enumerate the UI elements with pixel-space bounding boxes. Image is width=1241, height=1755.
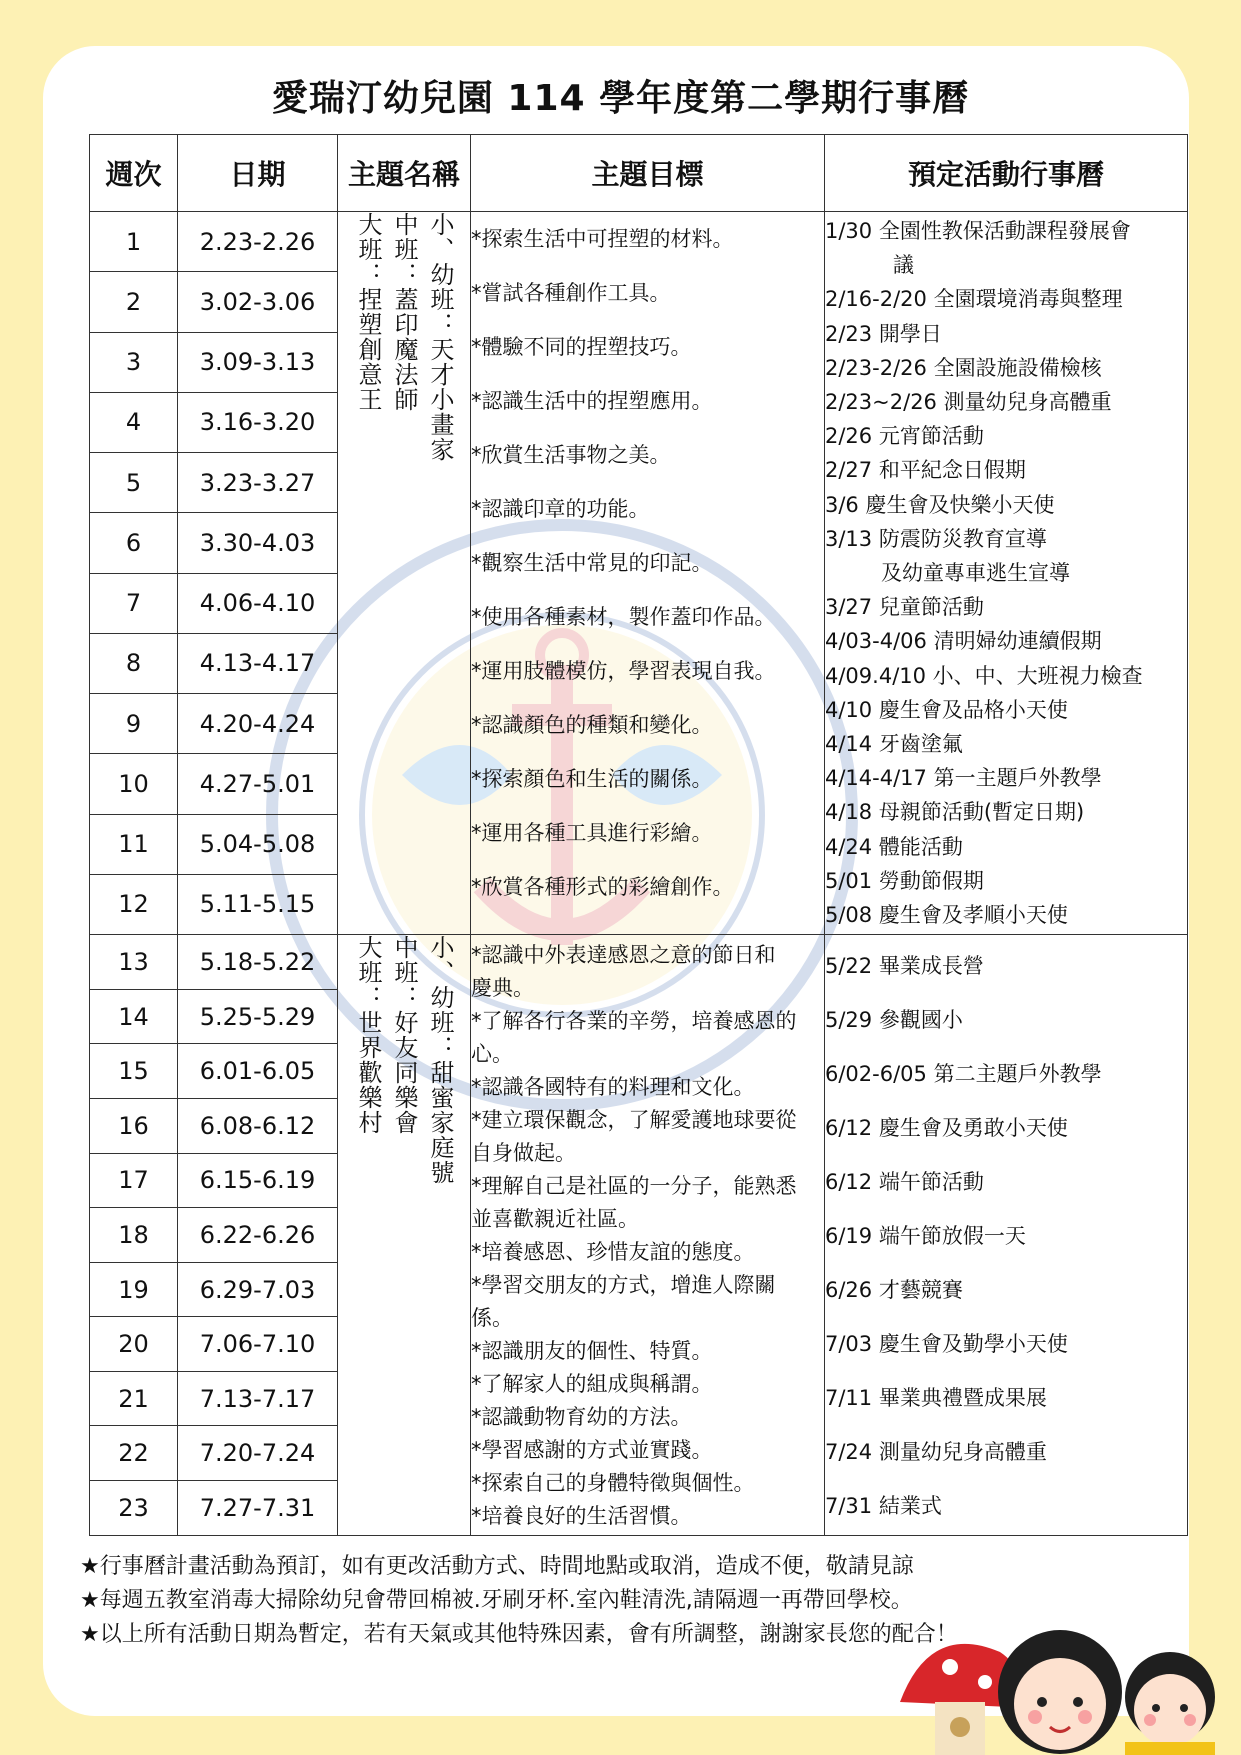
- goal-line: *了解家人的組成與稱謂。: [471, 1372, 713, 1397]
- theme-names: [338, 935, 470, 1185]
- week-cell: 8: [90, 633, 178, 693]
- week-cell: 13: [90, 935, 178, 990]
- goal-line: *認識朋友的個性、特質。: [471, 1339, 713, 1364]
- date-cell: 7.13-7.17: [178, 1371, 338, 1426]
- activity-line: 3/13 防震防災教育宣導: [825, 526, 1047, 551]
- activity-line: 4/18 母親節活動(暫定日期): [825, 800, 1085, 825]
- header-activities: 預定活動行事曆: [825, 135, 1188, 212]
- goal-line: 自身做起。: [471, 1141, 576, 1166]
- date-cell: 7.06-7.10: [178, 1317, 338, 1372]
- goal-line: *欣賞各種形式的彩繪創作。: [471, 875, 734, 899]
- theme-name: 中班：蓋印魔法師: [390, 212, 418, 412]
- week-cell: 23: [90, 1481, 178, 1536]
- date-cell: 6.15-6.19: [178, 1153, 338, 1208]
- activity-line: 4/14 牙齒塗氟: [825, 732, 963, 757]
- goal-line: *了解各行各業的辛勞，培養感恩的: [471, 1009, 797, 1034]
- header-date: 日期: [178, 135, 338, 212]
- activity-line: 5/29 參觀國小: [825, 1008, 963, 1033]
- calendar-table: [89, 134, 1188, 1536]
- goal-line: *運用肢體模仿，學習表現自我。: [471, 659, 776, 683]
- activity-line: 7/24 測量幼兒身高體重: [825, 1440, 1047, 1465]
- note-3: ★以上所有活動日期為暫定，若有天氣或其他特殊因素，會有所調整，謝謝家長您的配合！: [80, 1622, 958, 1647]
- table-row: [90, 935, 1188, 990]
- date-cell: 3.16-3.20: [178, 392, 338, 452]
- activity-line: 4/24 體能活動: [825, 834, 963, 859]
- week-cell: 9: [90, 694, 178, 754]
- week-cell: 11: [90, 814, 178, 874]
- theme-cell: [338, 212, 471, 935]
- date-cell: 7.27-7.31: [178, 1481, 338, 1536]
- goal-line: *使用各種素材，製作蓋印作品。: [471, 605, 776, 629]
- date-cell: 5.25-5.29: [178, 989, 338, 1044]
- kids-mushroom-illustration: [890, 1612, 1220, 1755]
- week-cell: 2: [90, 272, 178, 332]
- week-cell: 22: [90, 1426, 178, 1481]
- date-cell: 2.23-2.26: [178, 212, 338, 272]
- week-cell: 6: [90, 513, 178, 573]
- activity-line: 4/10 慶生會及品格小天使: [825, 697, 1068, 722]
- goal-line: *欣賞生活事物之美。: [471, 443, 671, 467]
- week-cell: 4: [90, 392, 178, 452]
- goal-line: 係。: [471, 1306, 513, 1331]
- header-theme: 主題名稱: [338, 135, 471, 212]
- activity-line: 議: [893, 253, 914, 278]
- header-goals: 主題目標: [471, 135, 825, 212]
- activity-line: 7/31 結業式: [825, 1494, 942, 1519]
- theme-name: 中班：好友同樂會: [390, 935, 418, 1136]
- date-cell: 6.22-6.26: [178, 1208, 338, 1263]
- week-cell: 15: [90, 1044, 178, 1099]
- theme-name: 小、幼班：甜蜜家庭號: [426, 935, 454, 1186]
- date-cell: 3.09-3.13: [178, 332, 338, 392]
- goal-line: *探索生活中可捏塑的材料。: [471, 227, 734, 251]
- calendar-body: [90, 212, 1188, 1536]
- activity-line: 6/19 端午節放假一天: [825, 1224, 1026, 1249]
- activities-cell: [825, 212, 1188, 935]
- goal-line: *學習交朋友的方式，增進人際關: [471, 1273, 776, 1298]
- header-week: 週次: [90, 135, 178, 212]
- goal-line: *理解自己是社區的一分子，能熟悉: [471, 1174, 797, 1199]
- week-cell: 18: [90, 1208, 178, 1263]
- activity-line: 4/03-4/06 清明婦幼連續假期: [825, 629, 1102, 654]
- page-title: 愛瑞汀幼兒園 114 學年度第二學期行事曆: [271, 78, 970, 119]
- date-cell: 5.11-5.15: [178, 874, 338, 934]
- note-1: ★行事曆計畫活動為預訂，如有更改活動方式、時間地點或取消，造成不便，敬請見諒: [80, 1554, 914, 1579]
- goal-line: *認識顏色的種類和變化。: [471, 713, 713, 737]
- week-cell: 12: [90, 874, 178, 934]
- activity-line: 5/22 畢業成長營: [825, 954, 984, 979]
- goal-line: *培養感恩、珍惜友誼的態度。: [471, 1240, 755, 1265]
- activity-line: 2/16-2/20 全園環境消毒與整理: [825, 287, 1123, 312]
- goal-line: *認識各國特有的料理和文化。: [471, 1075, 755, 1100]
- theme-names: [338, 212, 470, 462]
- week-cell: 14: [90, 989, 178, 1044]
- date-cell: 3.30-4.03: [178, 513, 338, 573]
- date-cell: 4.20-4.24: [178, 694, 338, 754]
- activity-line: 6/02-6/05 第二主題戶外教學: [825, 1062, 1102, 1087]
- theme-name: 小、幼班：天才小畫家: [426, 212, 454, 462]
- goal-line: *觀察生活中常見的印記。: [471, 551, 713, 575]
- activity-line: 3/6 慶生會及快樂小天使: [825, 492, 1055, 517]
- week-cell: 7: [90, 573, 178, 633]
- theme-name: 大班：捏塑創意王: [354, 212, 382, 412]
- activity-line: 3/27 兒童節活動: [825, 595, 984, 620]
- week-cell: 10: [90, 754, 178, 814]
- week-cell: 1: [90, 212, 178, 272]
- date-cell: 4.13-4.17: [178, 633, 338, 693]
- activity-line: 7/03 慶生會及勤學小天使: [825, 1332, 1068, 1357]
- goal-line: *嘗試各種創作工具。: [471, 281, 671, 305]
- activity-line: 5/08 慶生會及孝順小天使: [825, 903, 1068, 928]
- theme-cell: [338, 935, 471, 1536]
- week-cell: 16: [90, 1098, 178, 1153]
- goal-line: *探索自己的身體特徵與個性。: [471, 1471, 755, 1496]
- week-cell: 20: [90, 1317, 178, 1372]
- date-cell: 3.02-3.06: [178, 272, 338, 332]
- week-cell: 17: [90, 1153, 178, 1208]
- goal-line: *運用各種工具進行彩繪。: [471, 821, 713, 845]
- activity-line: 1/30 全園性教保活動課程發展會: [825, 219, 1131, 243]
- activity-line: 2/23~2/26 測量幼兒身高體重: [825, 390, 1112, 415]
- week-cell: 5: [90, 453, 178, 513]
- activity-line: 7/11 畢業典禮暨成果展: [825, 1386, 1047, 1411]
- activity-line: 6/12 慶生會及勇敢小天使: [825, 1116, 1068, 1141]
- date-cell: 6.08-6.12: [178, 1098, 338, 1153]
- note-2: ★每週五教室消毒大掃除幼兒會帶回棉被.牙刷牙杯.室內鞋清洗,請隔週一再帶回學校。: [80, 1588, 913, 1613]
- date-cell: 4.27-5.01: [178, 754, 338, 814]
- goal-line: *學習感謝的方式並實踐。: [471, 1438, 713, 1463]
- week-cell: 19: [90, 1262, 178, 1317]
- goals-cell: [471, 935, 825, 1536]
- theme-name: 大班：世界歡樂村: [354, 935, 382, 1136]
- goal-line: *探索顏色和生活的關係。: [471, 767, 713, 791]
- activity-line: 2/26 元宵節活動: [825, 424, 984, 449]
- date-cell: 6.01-6.05: [178, 1044, 338, 1099]
- activity-line: 6/26 才藝競賽: [825, 1278, 963, 1303]
- activity-line: 2/23 開學日: [825, 321, 942, 346]
- activity-line: 2/23-2/26 全園設施設備檢核: [825, 355, 1102, 380]
- date-cell: 6.29-7.03: [178, 1262, 338, 1317]
- activity-line: 4/09.4/10 小、中、大班視力檢查: [825, 663, 1143, 688]
- week-cell: 21: [90, 1371, 178, 1426]
- activity-line: 6/12 端午節活動: [825, 1170, 984, 1195]
- date-cell: 3.23-3.27: [178, 453, 338, 513]
- goals-cell: [471, 212, 825, 935]
- table-row: [90, 212, 1188, 272]
- goal-line: *認識生活中的捏塑應用。: [471, 389, 713, 413]
- activity-line: 及幼童專車逃生宣導: [881, 561, 1070, 586]
- goal-line: 心。: [471, 1042, 513, 1067]
- goal-line: *認識中外表達感恩之意的節日和: [471, 943, 776, 968]
- activity-line: 2/27 和平紀念日假期: [825, 458, 1026, 483]
- goal-line: *建立環保觀念，了解愛護地球要從: [471, 1108, 797, 1133]
- activity-line: 4/14-4/17 第一主題戶外教學: [825, 766, 1102, 791]
- goal-line: *認識動物育幼的方法。: [471, 1405, 692, 1430]
- date-cell: 5.18-5.22: [178, 935, 338, 990]
- week-cell: 3: [90, 332, 178, 392]
- goal-line: *培養良好的生活習慣。: [471, 1504, 692, 1529]
- activity-line: 5/01 勞動節假期: [825, 868, 984, 893]
- goal-line: *認識印章的功能。: [471, 497, 650, 521]
- goal-line: 並喜歡親近社區。: [471, 1207, 639, 1232]
- date-cell: 4.06-4.10: [178, 573, 338, 633]
- activities-cell: [825, 935, 1188, 1536]
- goal-line: 慶典。: [471, 976, 534, 1001]
- date-cell: 7.20-7.24: [178, 1426, 338, 1481]
- header-row: [90, 135, 1188, 212]
- date-cell: 5.04-5.08: [178, 814, 338, 874]
- goal-line: *體驗不同的捏塑技巧。: [471, 335, 692, 359]
